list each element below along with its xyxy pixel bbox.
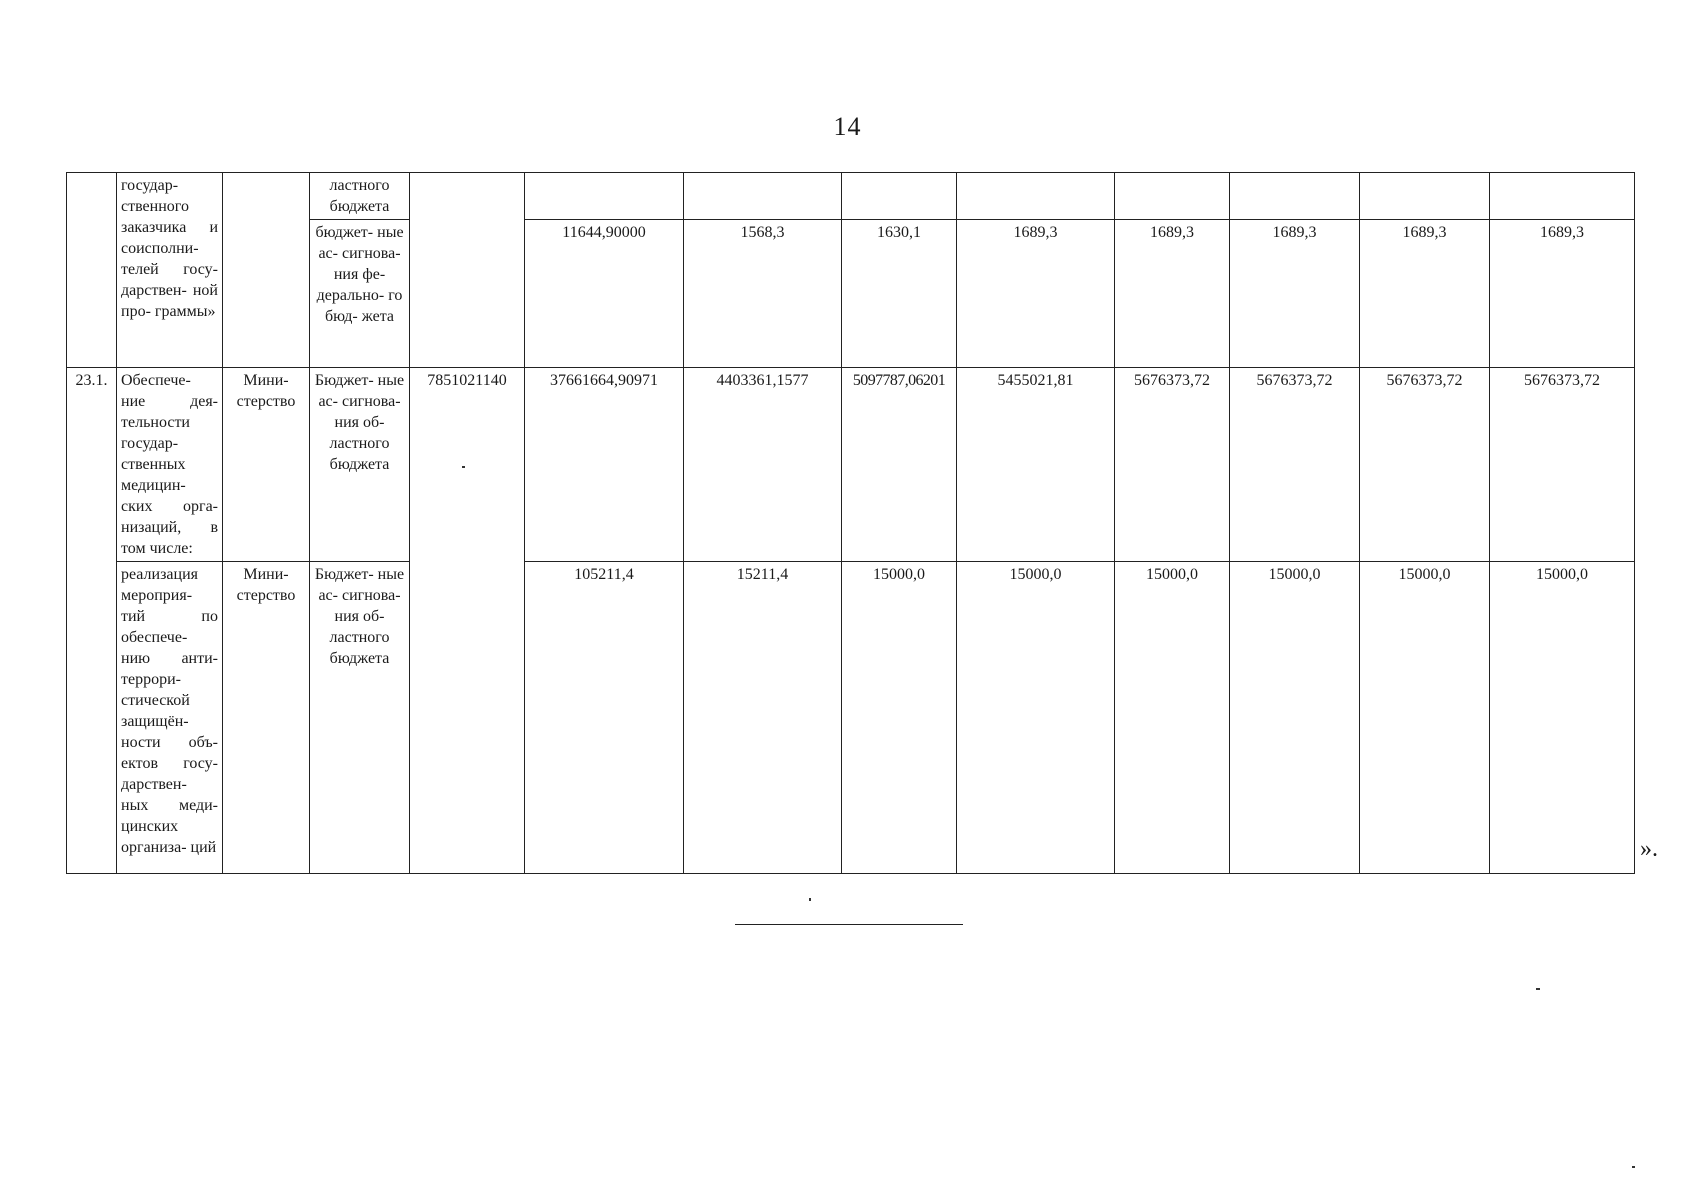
value-cell: 15000,0 <box>1230 562 1360 874</box>
value-cell: 5676373,72 <box>1360 368 1490 562</box>
value-cell: 15000,0 <box>957 562 1115 874</box>
value-cell <box>1230 173 1360 220</box>
name-cell: реализация мероприя- тий по обеспече- нию анти- террори- стической защищён- ности объ- ектов госу- дарствен- ных меди- цинских организа- ций <box>117 562 223 874</box>
value-cell <box>684 173 842 220</box>
value-cell: 1568,3 <box>684 220 842 368</box>
value-cell <box>957 173 1115 220</box>
name-cell: государ- ственного заказчика и соисполни- телей госу- дарствен- ной про- граммы» <box>117 173 223 368</box>
value-cell: 5676373,72 <box>1230 368 1360 562</box>
value-cell <box>525 173 684 220</box>
value-cell: 1689,3 <box>1115 220 1230 368</box>
table-row <box>67 562 1635 874</box>
value-cell: 15211,4 <box>684 562 842 874</box>
executor-cell: Мини- стерство <box>223 562 310 874</box>
name-cell: Обеспече- ние дея- тельности государ- ственных медицин- ских орга- низаций, в том числе: <box>117 368 223 562</box>
value-cell: 1689,3 <box>1490 220 1635 368</box>
value-cell: 5676373,72 <box>1115 368 1230 562</box>
row-number-cell: 23.1. <box>67 368 117 874</box>
value-cell: 15000,0 <box>1490 562 1635 874</box>
value-cell: 5676373,72 <box>1490 368 1635 562</box>
value-cell: 5455021,81 <box>957 368 1115 562</box>
value-cell: 11644,90000 <box>525 220 684 368</box>
row-number-cell <box>67 173 117 368</box>
table-row <box>67 368 1635 562</box>
table-row <box>67 173 1635 220</box>
value-cell: 4403361,1577 <box>684 368 842 562</box>
value-cell: 37661664,90971 <box>525 368 684 562</box>
scan-speck <box>462 466 465 468</box>
executor-cell <box>223 173 310 368</box>
value-cell <box>1490 173 1635 220</box>
code-cell <box>410 173 525 368</box>
page-number: 14 <box>833 112 862 141</box>
value-cell: 15000,0 <box>842 562 957 874</box>
code-cell: 7851021140 <box>410 368 525 874</box>
value-cell <box>1360 173 1490 220</box>
scan-speck <box>1536 988 1540 990</box>
value-cell: 15000,0 <box>1115 562 1230 874</box>
value-cell: 1630,1 <box>842 220 957 368</box>
value-cell: 105211,4 <box>525 562 684 874</box>
value-cell <box>1115 173 1230 220</box>
executor-cell: Мини- стерство <box>223 368 310 562</box>
funding-source-cell: бюджет- ные ас- сигнова- ния фе- дерально- го бюд- жета <box>310 220 410 368</box>
value-cell: 1689,3 <box>1360 220 1490 368</box>
closing-quote: ». <box>1640 836 1658 862</box>
value-cell: 1689,3 <box>1230 220 1360 368</box>
scan-speck <box>1632 1166 1635 1168</box>
budget-table <box>66 172 1635 874</box>
value-cell <box>842 173 957 220</box>
value-cell: 5097787,06201 <box>842 368 957 562</box>
scan-speck <box>809 898 811 901</box>
funding-source-cell: Бюджет- ные ас- сигнова- ния об- ластного бюджета <box>310 562 410 874</box>
value-cell: 1689,3 <box>957 220 1115 368</box>
end-rule <box>735 924 963 925</box>
value-cell: 15000,0 <box>1360 562 1490 874</box>
funding-source-cell: ластного бюджета <box>310 173 410 220</box>
funding-source-cell: Бюджет- ные ас- сигнова- ния об- ластного бюджета <box>310 368 410 562</box>
